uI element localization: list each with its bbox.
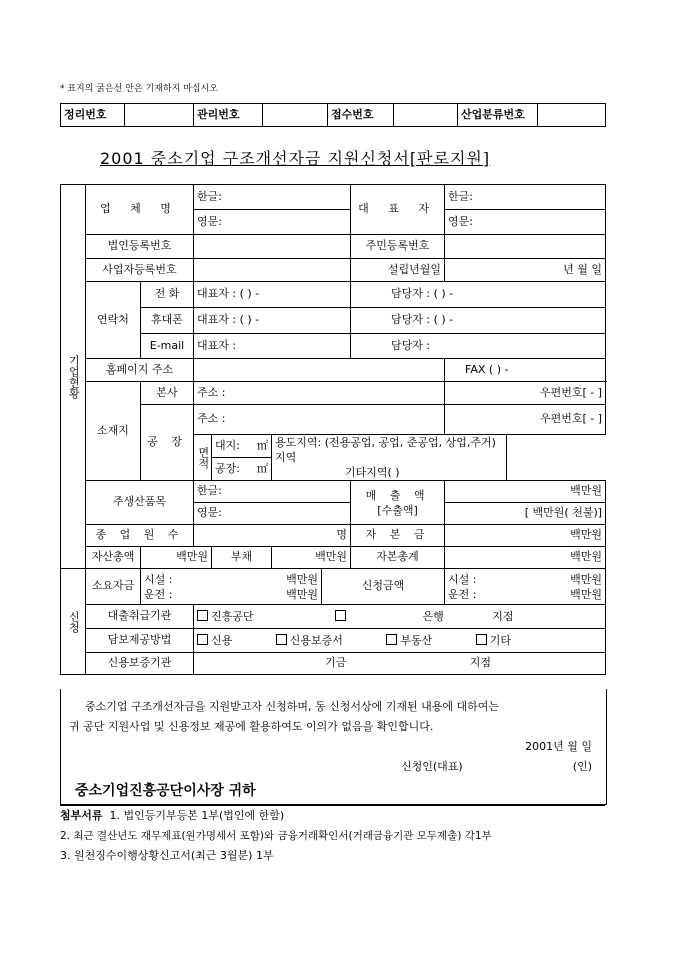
req-amount-field[interactable]: 시설 : 백만원 운전 : 백만원: [445, 569, 606, 605]
declaration-line-2: 귀 공단 지원사업 및 신용정보 제공에 활용하여도 이의가 없음을 확인합니다.: [69, 720, 434, 733]
company-name-label: 업 체 명: [86, 185, 194, 235]
zoning-label: 용도지역: [275, 436, 318, 449]
location-label: 소재지: [86, 382, 141, 481]
rep-phone-field[interactable]: 대표자 : ( ) -: [194, 282, 351, 308]
total-capital-label: 자본총계: [351, 547, 445, 569]
mgr-email-field[interactable]: 담당자 :: [351, 334, 606, 359]
registry-label-1: 관리번호: [194, 104, 263, 127]
factory-postal[interactable]: 우편번호[ - ]: [445, 405, 606, 435]
factory-label: 공 장: [141, 405, 194, 481]
zoning-other: 기타지역( ): [345, 466, 400, 479]
sbc-checkbox[interactable]: [197, 610, 208, 621]
bank-label: 은행: [422, 609, 444, 623]
mgr-phone-field[interactable]: 담당자 : ( ) -: [351, 282, 606, 308]
bank-checkbox[interactable]: [335, 610, 346, 621]
plant-area-field[interactable]: 공장: ㎡: [212, 458, 272, 481]
registry-field-2[interactable]: [394, 104, 458, 127]
req-funds-label: 소요자금: [86, 569, 141, 605]
mgr-mobile-field[interactable]: 담당자 : ( ) -: [351, 308, 606, 334]
branch-label: 지점: [492, 609, 514, 623]
business-reg-no-field[interactable]: [194, 259, 351, 282]
rep-email-field[interactable]: 대표자 :: [194, 334, 351, 359]
rep-mobile-field[interactable]: 대표자 : ( ) -: [194, 308, 351, 334]
application-table: [60, 184, 606, 675]
guarantee-org-label: 신용보증기관: [86, 653, 194, 675]
declaration-date[interactable]: 2001년 월 일: [525, 740, 592, 753]
addressee: 중소기업진흥공단이사장 귀하: [75, 783, 256, 799]
registry-table: [60, 103, 606, 127]
email-label: E-mail: [141, 334, 194, 359]
debt-field[interactable]: 백만원: [272, 547, 351, 569]
lending-bank-label: 대출취급기관: [86, 605, 194, 629]
credit-checkbox[interactable]: [197, 634, 208, 645]
employees-field[interactable]: 명: [194, 525, 351, 547]
main-product-korean[interactable]: 한글:: [194, 481, 351, 503]
lending-bank-field[interactable]: [194, 605, 606, 629]
business-reg-no-label: 사업자등록번호: [86, 259, 194, 282]
attachment-line-2: 2. 최근 결산년도 재무제표(원가명세서 포함)와 금융거래확인서(거래금융기관 모두제출) 각1부: [60, 830, 492, 842]
sbc-label: 진흥공단: [211, 609, 254, 623]
registry-label-3: 산업분류번호: [458, 104, 538, 127]
zoning-field[interactable]: [272, 435, 507, 481]
attachment-line-1: 첨부서류 1. 법인등기부등본 1부(법인에 한함): [60, 809, 285, 822]
rep-name-korean[interactable]: 한글:: [445, 185, 606, 210]
head-office-address[interactable]: 주소 :: [194, 382, 445, 405]
declaration-line-1: 중소기업 구조개선자금을 지원받고자 신청하며, 동 신청서상에 기재된 내용에 대하여는: [85, 700, 500, 713]
capital-field[interactable]: 백만원: [445, 525, 606, 547]
phone-label: 전 화: [141, 282, 194, 308]
resident-reg-no-field[interactable]: [445, 235, 606, 259]
resident-reg-no-label: 주민등록번호: [351, 235, 445, 259]
homepage-field[interactable]: [194, 359, 445, 382]
registry-label-0: 정리번호: [61, 104, 125, 127]
sales-label: 매 출 액 [수출액]: [351, 481, 445, 525]
area-label: 면적: [194, 435, 212, 481]
sales-field[interactable]: 백만원: [445, 481, 606, 503]
real-estate-checkbox[interactable]: [386, 634, 397, 645]
head-office-label: 본사: [141, 382, 194, 405]
factory-address[interactable]: 주소 :: [194, 405, 445, 435]
guarantee-org-field[interactable]: 기금 지점: [194, 653, 606, 675]
company-name-english[interactable]: 영문:: [194, 210, 351, 235]
founded-label: 설립년월일: [351, 259, 445, 282]
corp-reg-no-label: 법인등록번호: [86, 235, 194, 259]
company-section-label: 기업현황: [61, 185, 86, 569]
registry-field-1[interactable]: [263, 104, 328, 127]
fax-field[interactable]: FAX ( ) -: [445, 359, 606, 382]
total-assets-label: 자산총액: [86, 547, 141, 569]
representative-label: 대 표 자: [351, 185, 445, 235]
employees-label: 종 업 원 수: [86, 525, 194, 547]
corp-reg-no-field[interactable]: [194, 235, 351, 259]
mobile-label: 휴대폰: [141, 308, 194, 334]
other-checkbox[interactable]: [476, 634, 487, 645]
rep-name-english[interactable]: 영문:: [445, 210, 606, 235]
req-amount-label: 신청금액: [322, 569, 445, 605]
req-funds-field[interactable]: 시설 : 백만원 운전 : 백만원: [141, 569, 322, 605]
export-field[interactable]: [ 백만원( 천불)]: [445, 503, 606, 525]
registry-field-3[interactable]: [538, 104, 606, 127]
main-product-english[interactable]: 영문:: [194, 503, 351, 525]
main-product-label: 주생산품목: [86, 481, 194, 525]
capital-label: 자 본 금: [351, 525, 445, 547]
zoning-options: : (전용공업, 공업, 준공업, 상업,주거)지역: [275, 436, 496, 464]
debt-label: 부채: [212, 547, 272, 569]
company-name-korean[interactable]: 한글:: [194, 185, 351, 210]
total-assets-field[interactable]: 백만원: [141, 547, 212, 569]
contact-label: 연락처: [86, 282, 141, 359]
form-note: * 표지의 굵은선 안은 기재하지 마십시오: [60, 84, 218, 94]
registry-label-2: 접수번호: [328, 104, 394, 127]
form-title: 2001 중소기업 구조개선자금 지원신청서[판로지원]: [100, 149, 491, 168]
applicant-line[interactable]: 신청인(대표) (인): [401, 760, 592, 773]
head-office-postal[interactable]: 우편번호[ - ]: [445, 382, 606, 405]
homepage-label: 홈페이지 주소: [86, 359, 194, 382]
land-area-field[interactable]: 대지: ㎡: [212, 435, 272, 458]
total-capital-field[interactable]: 백만원: [445, 547, 606, 569]
declaration-box: [60, 689, 607, 805]
founded-field[interactable]: 년 월 일: [445, 259, 606, 282]
attachment-line-3: 3. 원천징수이행상황신고서(최근 3월분) 1부: [60, 849, 274, 862]
credit-guarantee-checkbox[interactable]: [276, 634, 287, 645]
application-section-label: 신청: [61, 569, 86, 675]
collateral-field[interactable]: 신용 신용보증서 부동산 기타: [194, 629, 606, 653]
registry-field-0[interactable]: [125, 104, 194, 127]
collateral-label: 담보제공방법: [86, 629, 194, 653]
attachments: [60, 805, 605, 866]
